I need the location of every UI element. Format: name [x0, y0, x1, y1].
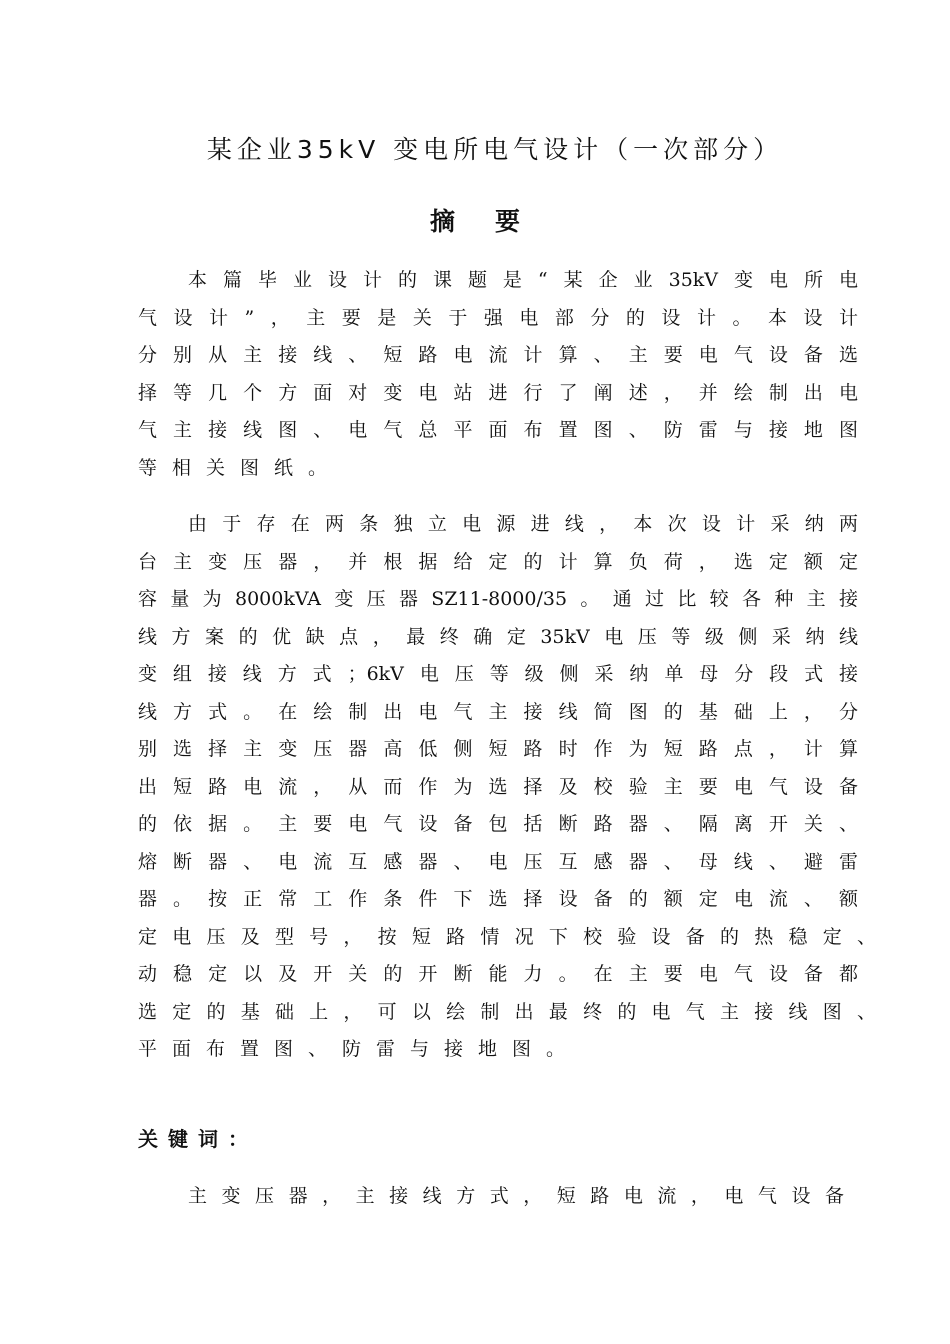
abstract-paragraph-2: [138, 506, 876, 1069]
text-line: 动稳定以及开关的开断能力。在主要电气设备都: [138, 963, 858, 985]
text-line: 选定的基础上，可以绘制出最终的电气主接线图、: [138, 1000, 876, 1023]
text-line: 气主接线图、电气总平面布置图、防雷与接地图: [138, 419, 858, 441]
keywords-text: [138, 1178, 844, 1216]
text-line: 熔断器、电流互感器、电压互感器、母线、避雷: [138, 850, 858, 873]
abstract-paragraph-1: [138, 262, 858, 487]
text-line: 线方式。在绘制出电气主接线简图的基础上，分: [138, 700, 858, 723]
text-line: 气设计”，主要是关于强电部分的设计。本设计: [138, 306, 858, 329]
keywords-line: 主变压器，主接线方式，短路电流，电气设备: [188, 1185, 844, 1207]
text-line: 容量为8000kVA变压器SZ11-8000/35。通过比较各种主接: [138, 588, 858, 610]
document-title: 某企业35kV 变电所电气设计（一次部分）: [206, 135, 784, 164]
text-line: 台主变压器，并根据给定的计算负荷，选定额定: [138, 550, 858, 573]
text-line: 出短路电流，从而作为选择及校验主要电气设备: [138, 775, 858, 798]
text-line: 分别从主接线、短路电流计算、主要电气设备选: [138, 344, 858, 366]
keywords-label: 关键词：: [138, 1127, 258, 1151]
text-line: 由于存在两条独立电源进线，本次设计采纳两: [188, 513, 858, 535]
abstract-heading: 摘要: [429, 207, 560, 236]
text-line: 定电压及型号，按短路情况下校验设备的热稳定、: [138, 925, 876, 948]
text-line: 等相关图纸。: [138, 456, 343, 479]
text-line: 别选择主变压器高低侧短路时作为短路点，计算: [138, 738, 858, 760]
text-line: 器。按正常工作条件下选择设备的额定电流、额: [138, 888, 858, 910]
text-line: 本篇毕业设计的课题是“某企业35kV变电所电: [188, 269, 858, 291]
text-line: 变组接线方式；6kV电压等级侧采纳单母分段式接: [138, 663, 858, 685]
text-line: 的依据。主要电气设备包括断路器、隔离开关、: [138, 813, 858, 835]
text-line: 线方案的优缺点，最终确定35kV电压等级侧采纳线: [138, 625, 858, 648]
text-line: 择等几个方面对变电站进行了阐述，并绘制出电: [138, 381, 858, 404]
text-line: 平面布置图、防雷与接地图。: [138, 1038, 581, 1060]
